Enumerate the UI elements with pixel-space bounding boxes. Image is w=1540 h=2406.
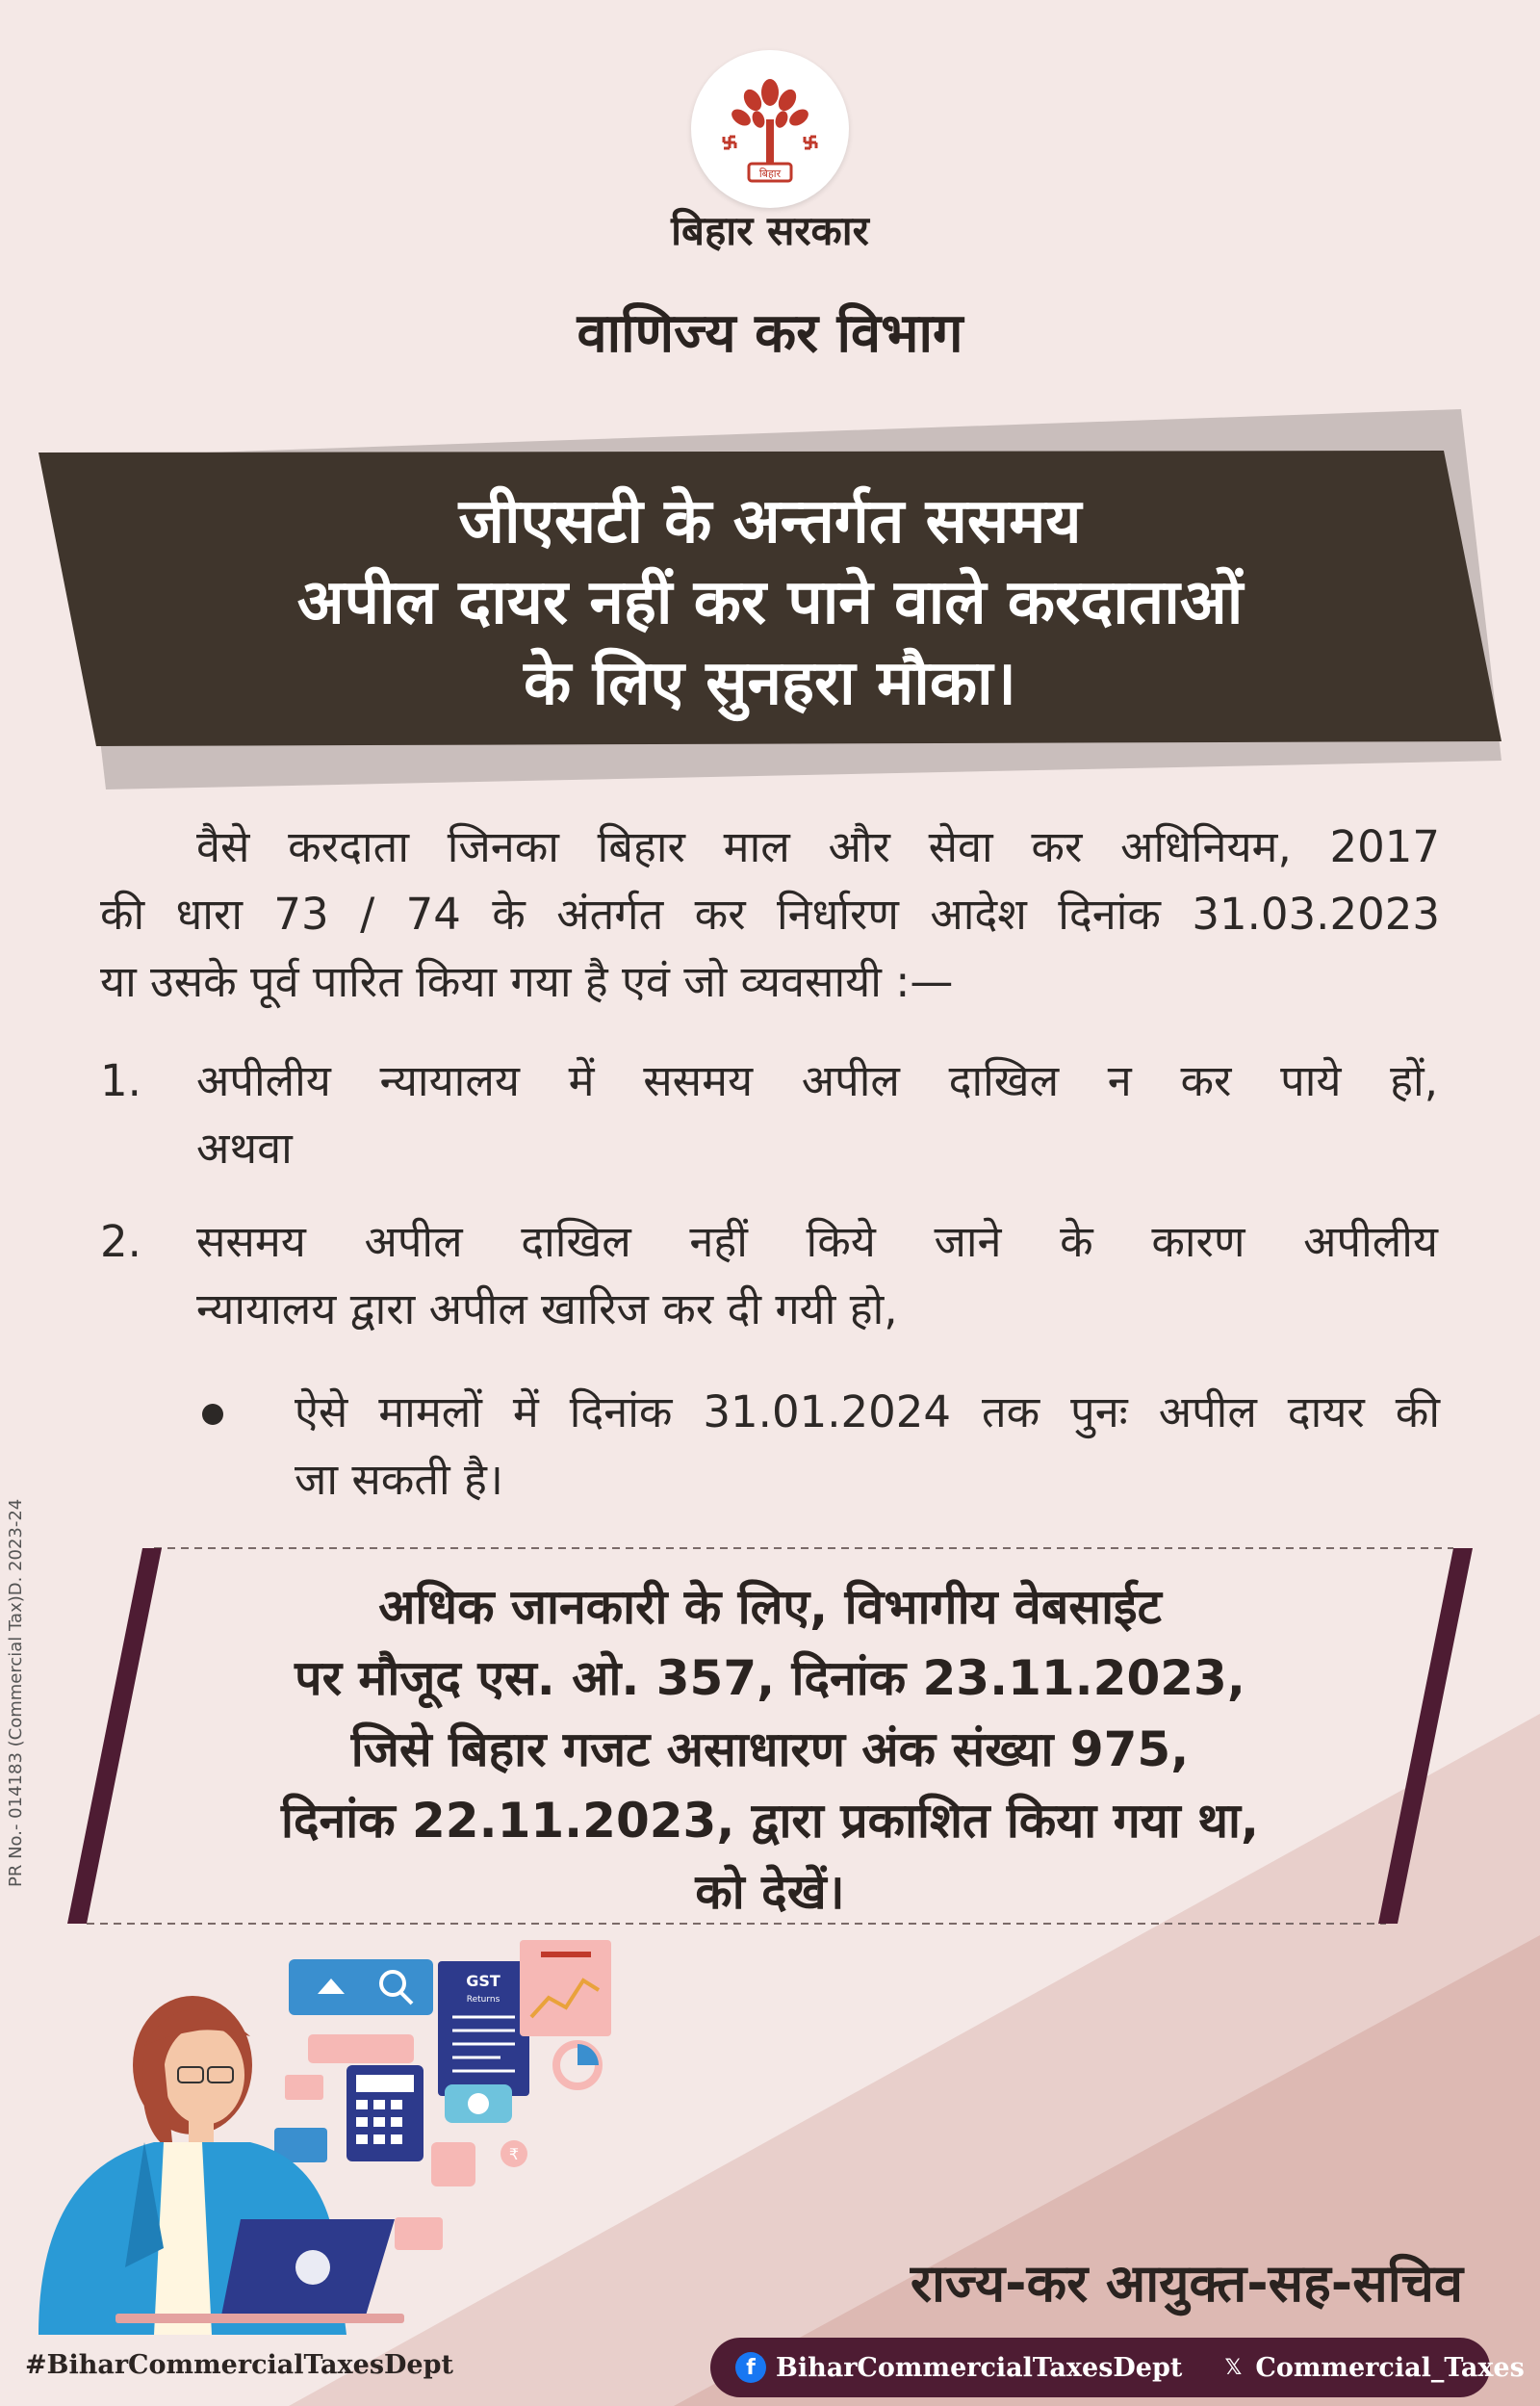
bullet-dot-icon (202, 1404, 223, 1425)
info-line-2: पर मौजूद एस. ओ. 357, दिनांक 23.11.2023, (295, 1650, 1245, 1706)
bullet-line: जा सकती है। (295, 1454, 503, 1505)
facebook-icon: f (735, 2352, 766, 2383)
list-item (100, 1208, 1440, 1353)
gst-card-title: GST (466, 1972, 500, 1990)
banner-line-3: के लिए सुनहरा मौका। (524, 648, 1016, 719)
info-message (173, 1571, 1367, 1927)
banner-title (116, 481, 1424, 724)
bihar-emblem (691, 50, 849, 208)
hashtag: #BiharCommercialTaxesDept (25, 2350, 453, 2380)
x-link[interactable] (1220, 2352, 1524, 2383)
banner-line-1: जीएसटी के अन्तर्गत ससमय (458, 486, 1082, 557)
social-handles (710, 2338, 1525, 2397)
government-name: बिहार सरकार (671, 207, 869, 254)
intro-line-3: या उसके पूर्व पारित किया गया है एवं जो व्यवसायी :— (100, 956, 954, 1007)
facebook-handle: BiharCommercialTaxesDept (776, 2352, 1183, 2383)
info-line-3: जिसे बिहार गजट असाधारण अंक संख्या 975, (350, 1721, 1190, 1777)
info-line-4: दिनांक 22.11.2023, द्वारा प्रकाशित किया गया था, (281, 1793, 1259, 1849)
intro-paragraph (100, 814, 1440, 1016)
bullet-point (202, 1379, 1444, 1523)
list-item-line: ससमय अपील दाखिल नहीं किये जाने के कारण अपीलीय (196, 1216, 1438, 1267)
tax-illustration (0, 1930, 674, 2335)
list-item-number: 2. (100, 1216, 141, 1267)
info-line-1: अधिक जानकारी के लिए, विभागीय वेबसाईट (378, 1579, 1162, 1635)
facebook-link[interactable] (735, 2352, 1182, 2383)
list-item (100, 1048, 1440, 1192)
list-item-number: 1. (100, 1055, 141, 1106)
department-name: वाणिज्य कर विभाग (577, 302, 963, 365)
list-item-line: अपीलीय न्यायालय में ससमय अपील दाखिल न कर पाये हों, (196, 1055, 1438, 1106)
intro-line-1: वैसे करदाता जिनका बिहार माल और सेवा कर अधिनियम, 2017 (196, 821, 1440, 872)
info-line-5: को देखें। (695, 1864, 845, 1920)
rupee-icon: ₹ (508, 2145, 520, 2163)
intro-line-2: की धारा 73 / 74 के अंतर्गत कर निर्धारण आदेश दिनांक 31.03.2023 (100, 889, 1440, 940)
pr-number: PR No.- 014183 (Commercial Tax)D. 2023-24 (6, 1498, 26, 1887)
banner-line-2: अपील दायर नहीं कर पाने वाले करदाताओं (296, 567, 1244, 638)
x-icon: 𝕏 (1224, 2355, 1243, 2380)
x-handle: Commercial_Taxes (1255, 2352, 1525, 2383)
bullet-line: ऐसे मामलों में दिनांक 31.01.2024 तक पुनः अपील दायर की (295, 1386, 1440, 1437)
emblem-label: बिहार (758, 168, 782, 180)
signature-designation: राज्य-कर आयुक्त-सह-सचिव (910, 2253, 1463, 2314)
gst-card-subtitle: Returns (466, 1995, 500, 2005)
list-item-line: अथवा (196, 1123, 293, 1174)
list-item-line: न्यायालय द्वारा अपील खारिज कर दी गयी हो, (196, 1283, 898, 1334)
